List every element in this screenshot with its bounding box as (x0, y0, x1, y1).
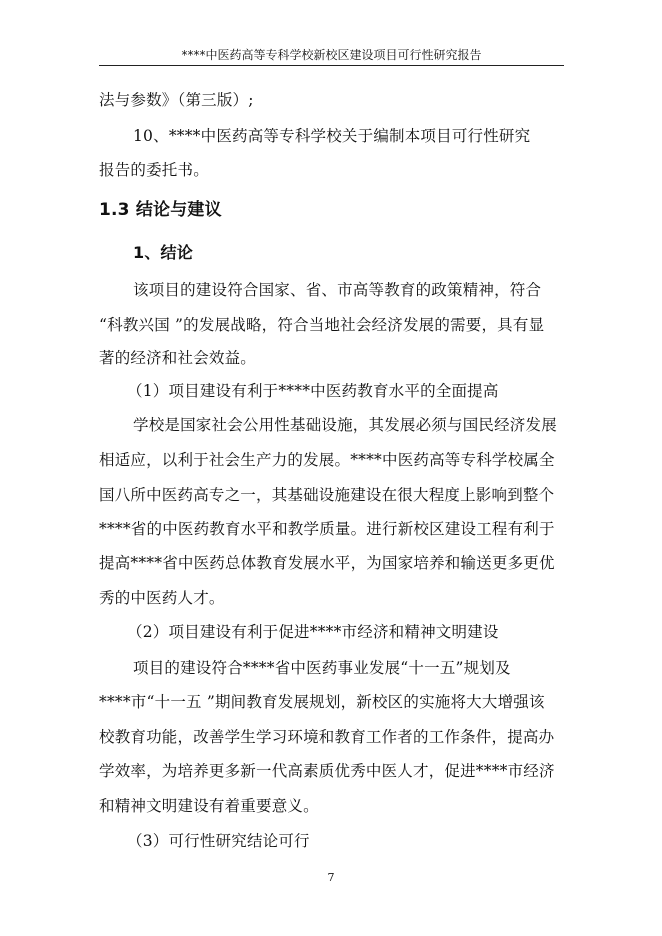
subsection-heading: 1、结论 (133, 243, 193, 262)
text-line: ****省的中医药教育水平和教学质量。进行新校区建设工程有利于 (99, 520, 555, 538)
text-line: 和精神文明建设有着重要意义。 (99, 797, 319, 815)
text-line: 10、****中医药高等专科学校关于编制本项目可行性研究 (133, 127, 531, 145)
text-line: 报告的委托书。 (99, 161, 209, 179)
point-heading: （3）可行性研究结论可行 (127, 832, 310, 850)
section-heading: 1.3 结论与建议 (99, 200, 222, 220)
text-line: 学效率，为培养更多新一代高素质优秀中医人才，促进****市经济 (99, 762, 555, 780)
document-header: ****中医药高等专科学校新校区建设项目可行性研究报告 (181, 48, 482, 62)
text-line: ****市“十一五 ”期间教育发展规划，新校区的实施将大大增强该 (99, 693, 545, 711)
header-divider (99, 65, 564, 66)
point-heading: （1）项目建设有利于****中医药教育水平的全面提高 (127, 382, 499, 400)
text-line: “科教兴国 ”的发展战略，符合当地社会经济发展的需要，具有显 (99, 316, 545, 334)
text-line: 相适应，以利于社会生产力的发展。****中医药高等专科学校属全 (99, 451, 555, 469)
text-line: 该项目的建设符合国家、省、市高等教育的政策精神，符合 (133, 281, 542, 299)
page-number: 7 (327, 871, 335, 884)
text-line: 秀的中医药人才。 (99, 589, 225, 607)
text-line: 著的经济和社会效益。 (99, 349, 257, 367)
text-line: 学校是国家社会公用性基础设施，其发展必须与国民经济发展 (133, 416, 557, 434)
text-line: 提高****省中医药总体教育发展水平，为国家培养和输送更多更优 (99, 554, 555, 572)
text-line: 校教育功能，改善学生学习环境和教育工作者的工作条件，提高办 (99, 728, 555, 746)
text-line: 项目的建设符合****省中医药事业发展“十一五”规划及 (133, 659, 511, 677)
point-heading: （2）项目建设有利于促进****市经济和精神文明建设 (127, 623, 499, 641)
text-line: 国八所中医药高专之一，其基础设施建设在很大程度上影响到整个 (99, 486, 555, 504)
text-line: 法与参数》（第三版）; (99, 91, 254, 109)
